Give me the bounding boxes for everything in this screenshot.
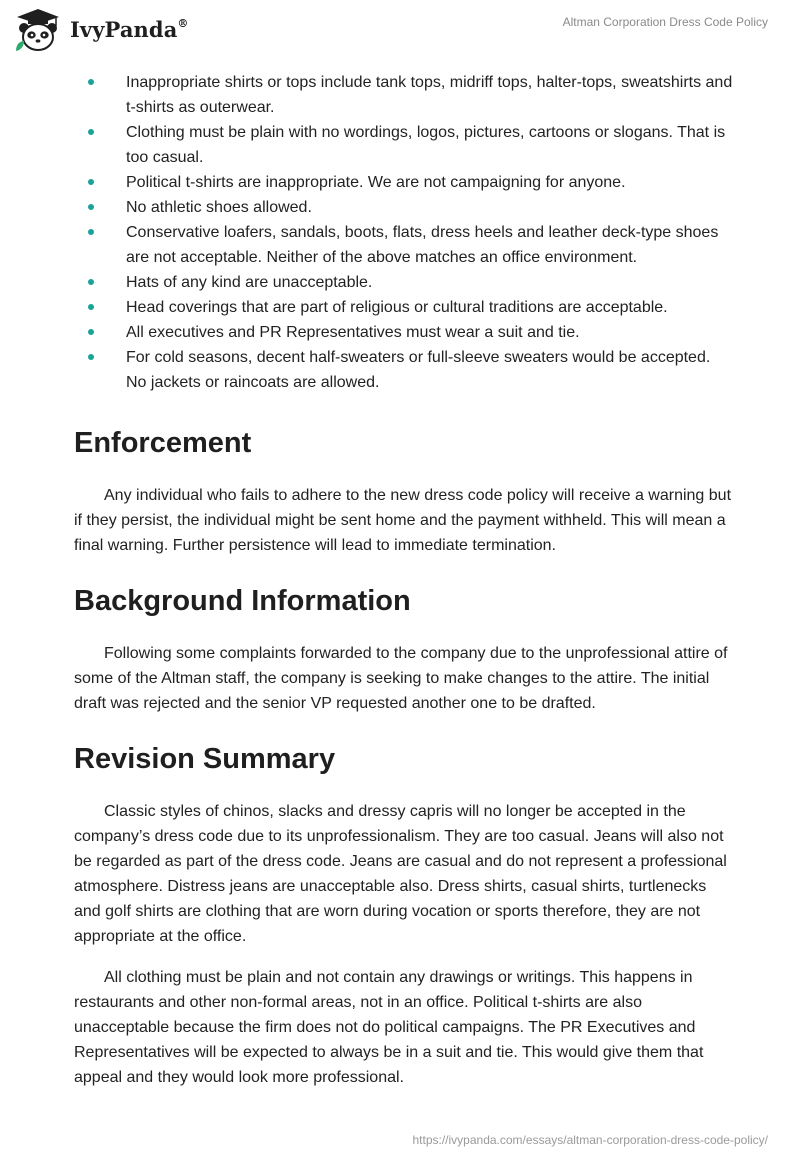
document-body (74, 70, 734, 1090)
bullet-text: Hats of any kind are unacceptable. (126, 274, 373, 291)
bullet-text: No athletic shoes allowed. (126, 199, 312, 216)
bullet-item (74, 295, 734, 320)
bullet-dot-icon (88, 304, 94, 310)
enforcement-paragraph: Any individual who fails to adhere to the new dress code policy will receive a warning but if they persist, the individual might be sent home and the payment withheld. This will mean a final warning. Further persistence will lead to immediate termination. (74, 487, 732, 554)
bullet-text: Inappropriate shirts or tops include tank tops, midriff tops, halter-tops, sweatshirts and t-shirts as outerwear. (126, 74, 733, 116)
bullet-text: Conservative loafers, sandals, boots, flats, dress heels and leather deck-type shoes are not acceptable. Neither of the above matches an office environment. (126, 224, 719, 266)
bullet-dot-icon (88, 279, 94, 285)
bullet-item (74, 270, 734, 295)
bullet-item (74, 320, 734, 345)
registered-mark: ® (177, 16, 189, 30)
background-paragraph: Following some complaints forwarded to the company due to the unprofessional attire of some of the Altman staff, the company is seeking to make changes to the attire. The initial draft was rejected and the senior VP requested another one to be drafted. (74, 645, 728, 712)
panda-graduate-icon (14, 8, 62, 52)
bullet-text: Clothing must be plain with no wordings, logos, pictures, cartoons or slogans. That is too casual. (126, 124, 726, 166)
policy-bullet-list (74, 70, 734, 395)
background-heading: Background Information (74, 585, 411, 617)
bullet-dot-icon (88, 354, 94, 360)
bullet-text: Political t-shirts are inappropriate. We are not campaigning for anyone. (126, 174, 626, 191)
logo-wordmark: IvyPanda® (70, 16, 189, 42)
bullet-dot-icon (88, 329, 94, 335)
page-header (0, 0, 800, 60)
bullet-dot-icon (88, 204, 94, 210)
source-url[interactable]: https://ivypanda.com/essays/altman-corporation-dress-code-policy/ (412, 1133, 768, 1147)
revision-paragraph-1: Classic styles of chinos, slacks and dressy capris will no longer be accepted in the company’s dress code due to its unprofessionalism. They are too casual. Jeans will also not be regarded as part of the dress code. Jeans are casual and do not represent a professional atmosphere. Distress jeans are unacceptable also. Dress shirts, casual shirts, turtlenecks and golf shirts are clothing that are worn during vocation or sports therefore, they are not appropriate at the office. (74, 803, 727, 945)
bullet-dot-icon (88, 229, 94, 235)
bullet-item (74, 345, 734, 395)
revision-heading: Revision Summary (74, 743, 336, 775)
bullet-text: For cold seasons, decent half-sweaters or full-sleeve sweaters would be accepted. No jackets or raincoats are allowed. (126, 349, 711, 391)
bullet-item (74, 70, 734, 120)
bullet-item (74, 170, 734, 195)
bullet-item (74, 220, 734, 270)
bullet-item (74, 120, 734, 170)
bullet-item (74, 195, 734, 220)
revision-paragraph-2: All clothing must be plain and not contain any drawings or writings. This happens in restaurants and other non-formal areas, not in an office. Political t-shirts are also unacceptable because the firm does not do political campaigns. The PR Executives and Representatives will be expected to always be in a suit and tie. This would give them that appeal and they would look more professional. (74, 969, 704, 1086)
bullet-dot-icon (88, 129, 94, 135)
bullet-dot-icon (88, 179, 94, 185)
document-title: Altman Corporation Dress Code Policy (562, 15, 768, 29)
ivypanda-logo[interactable] (14, 8, 189, 52)
bullet-dot-icon (88, 79, 94, 85)
bullet-text: All executives and PR Representatives must wear a suit and tie. (126, 324, 580, 341)
bullet-text: Head coverings that are part of religious or cultural traditions are acceptable. (126, 299, 668, 316)
enforcement-heading: Enforcement (74, 427, 252, 459)
